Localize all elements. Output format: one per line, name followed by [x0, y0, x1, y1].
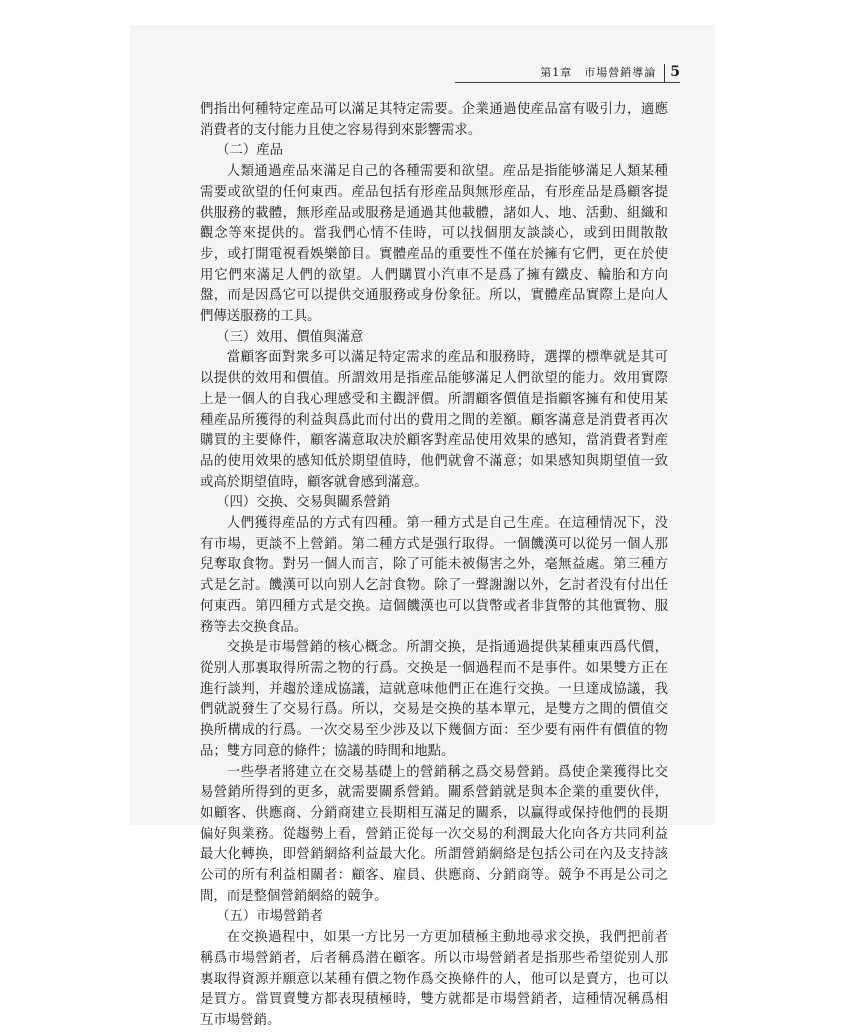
header-divider — [664, 64, 665, 82]
paragraph: 人類通過産品來滿足自己的各種需要和欲望。産品是指能够滿足人類某種需要或欲望的任何東西。産品包括有形産品與無形産品，有形産品是爲顧客提供服務的載體，無形産品或服務是通過其他載體，諸如人、地、活動、組織和觀念等來提供的。當我們心情不佳時，可以找個朋友談談心，或到田間散散步，或打開電視看娛樂節目。實體産品的重要性不僅在於擁有它們，更在於使用它們來滿足人們的欲望。人們購買小汽車不是爲了擁有鐵皮、輪胎和方向盤，而是因爲它可以提供交通服務或身份象征。所以，實體産品實際上是向人們傳送服務的工具。 — [200, 164, 668, 325]
paragraph: 一些學者將建立在交易基礎上的營銷稱之爲交易營銷。爲使企業獲得比交易營銷所得到的更多，就需要關系營銷。關系營銷就是與本企業的重要伙伴，如顧客、供應商、分銷商建立長期相互滿足的關系，以贏得或保持他們的長期偏好與業務。從趨勢上看，營銷正從每一次交易的利潤最大化向各方共同利益最大化轉换，即營銷網絡利益最大化。所謂營銷網絡是包括公司在內及支持該公司的所有利益相關者：顧客、雇員、供應商、分銷商等。競争不再是公司之間，而是整個營銷網絡的競争。 — [200, 764, 668, 904]
page-body — [200, 100, 668, 1032]
paragraph: 人們獲得産品的方式有四種。第一種方式是自己生産。在這種情况下，没有市場，更談不上營銷。第二種方式是强行取得。一個饑漢可以從另一個人那兒奪取食物。對另一個人而言，除了可能未被傷害之外，毫無益處。第三種方式是乞討。饑漢可以向别人乞討食物。除了一聲謝謝以外，乞討者没有付出任何東西。第四種方式是交换。這個饑漢也可以貨幣或者非貨幣的其他實物、服務等去交换食品。 — [200, 516, 668, 635]
paragraph: 交换是市場營銷的核心概念。所謂交换，是指通過提供某種東西爲代價，從别人那裏取得所需之物的行爲。交换是一個過程而不是事件。如果雙方正在進行談判，并趨於達成協議，這就意味他們正在進行交换。一旦達成協議，我們就説發生了交易行爲。所以，交易是交换的基本單元，是雙方之間的價值交换所構成的行爲。一次交易至少涉及以下幾個方面：至少要有兩件有價值的物品；雙方同意的條件；協議的時間和地點。 — [200, 640, 668, 759]
page-number: 5 — [670, 64, 680, 80]
running-header — [455, 62, 680, 82]
chapter-title: 第1章 市場營銷導論 — [540, 66, 657, 79]
section-heading-exchange: （四）交换、交易與關系營銷 — [216, 495, 391, 511]
section-heading-utility-value: （三）效用、價值與滿意 — [216, 329, 364, 345]
section-heading-marketers: （五）市場營銷者 — [216, 909, 324, 925]
section-heading-products: （二）産品 — [216, 143, 284, 159]
paragraph: 在交换過程中，如果一方比另一方更加積極主動地尋求交换，我們把前者稱爲市場營銷者，后者稱爲潜在顧客。所以市場營銷者是指那些希望從别人那裏取得資源并願意以某種有價之物作爲交换條件的人，他可以是賣方，也可以是買方。當買賣雙方都表現積極時，雙方就都是市場營銷者，這種情况稱爲相互市場營銷。 — [200, 930, 668, 1028]
header-rule — [455, 82, 680, 83]
paragraph: 當顧客面對衆多可以滿足特定需求的産品和服務時，選擇的標準就是其可以提供的效用和價值。所謂效用是指産品能够滿足人們欲望的能力。效用實際上是一個人的自我心理感受和主觀評價。所謂顧客價值是指顧客擁有和使用某種産品所獲得的利益與爲此而付出的費用之間的差額。顧客滿意是消費者再次購買的主要條件，顧客滿意取决於顧客對産品使用效果的感知，當消費者對産品的使用效果的感知低於期望值時，他們就會不滿意；如果感知與期望值一致或高於期望值時，顧客就會感到滿意。 — [200, 350, 668, 490]
paragraph-continued: 們指出何種特定産品可以滿足其特定需要。企業通過使産品富有吸引力，適應消費者的支付能力且使之容易得到來影響需求。 — [200, 102, 668, 138]
